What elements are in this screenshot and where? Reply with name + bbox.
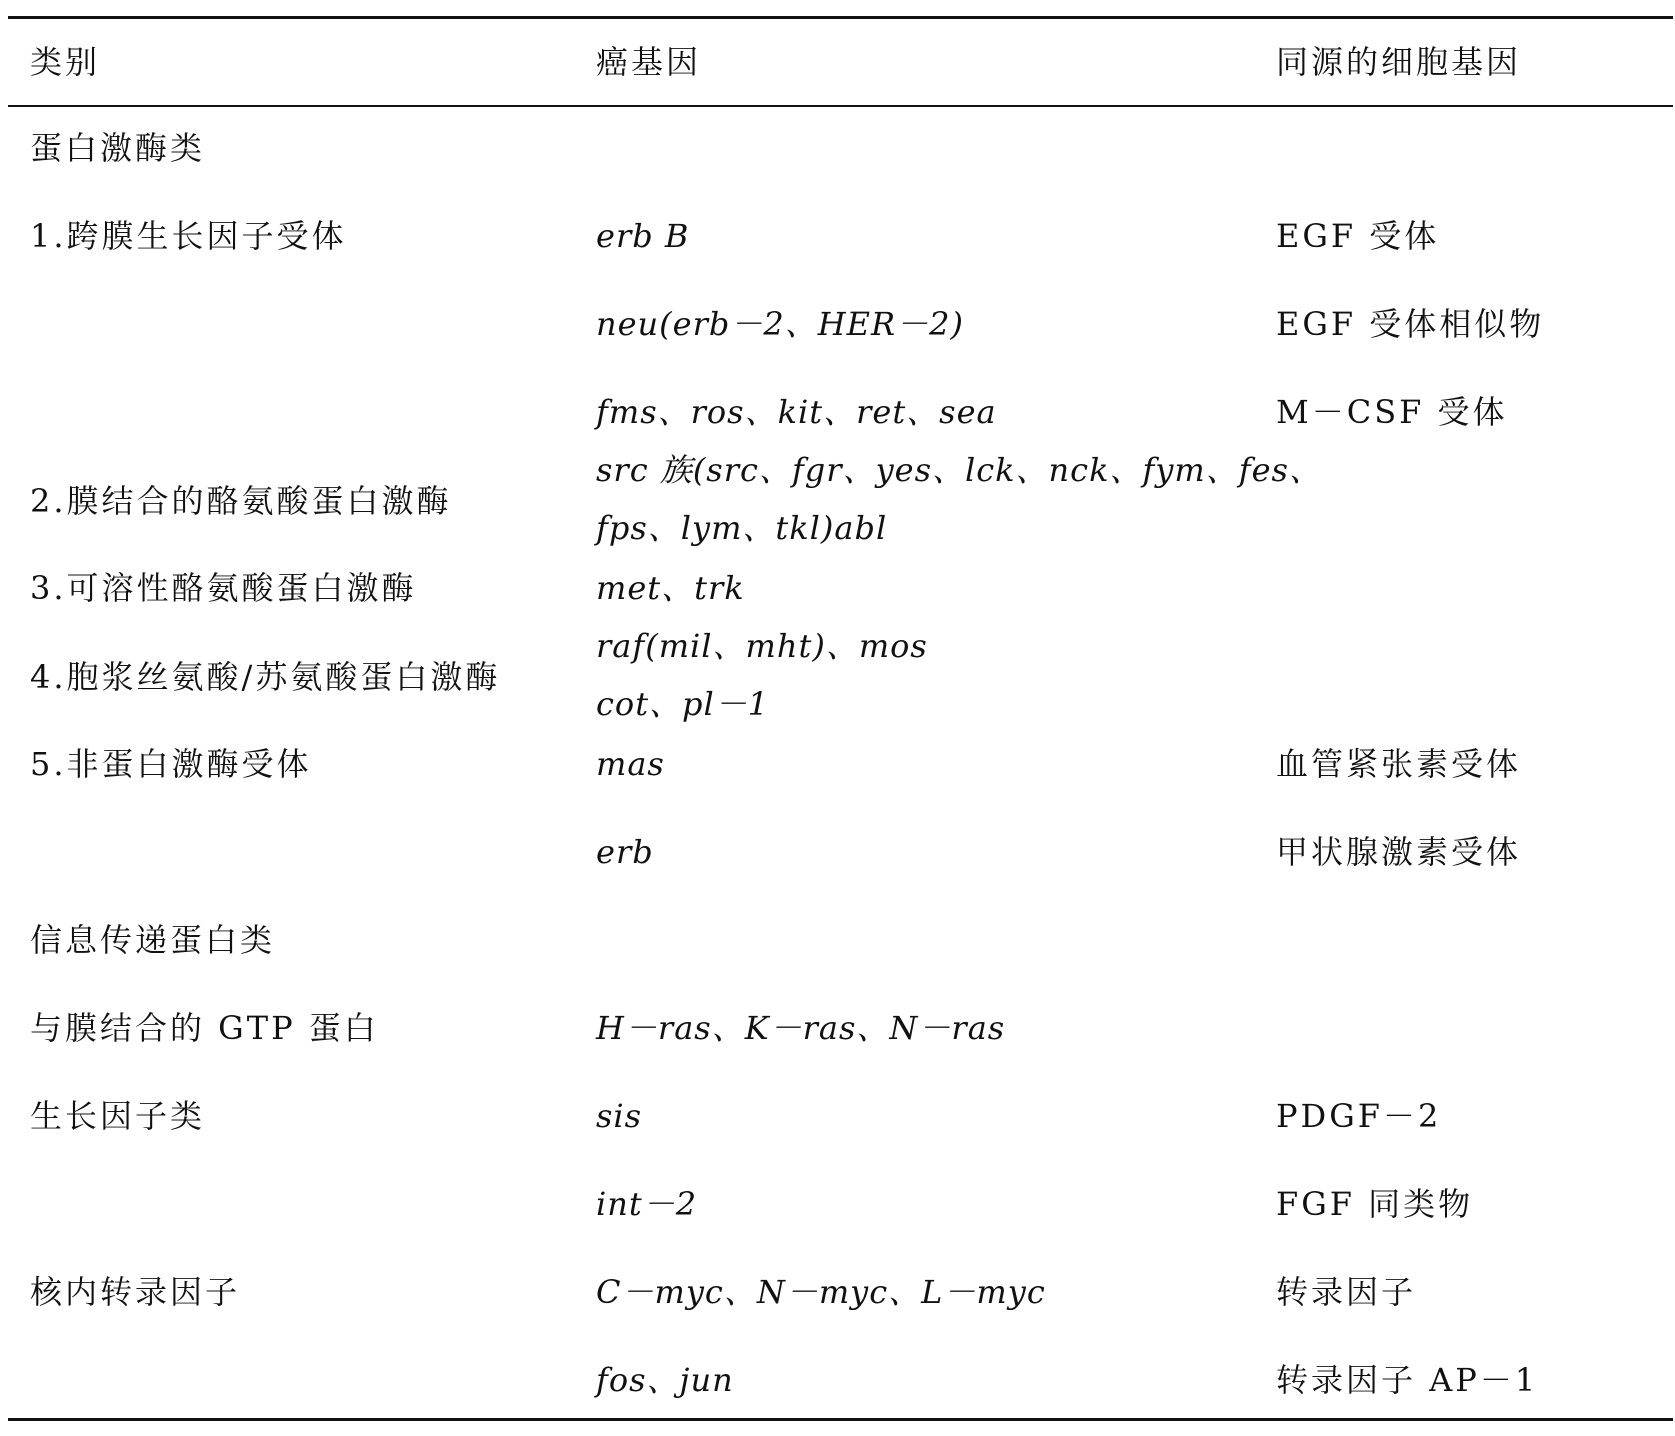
oncogene-line-2: fps、lym、tkl)abl	[596, 509, 888, 547]
header-category: 类别	[30, 43, 101, 81]
header-oncogene: 癌基因	[596, 43, 702, 81]
row-cellular-gene: 甲状腺激素受体	[1276, 833, 1522, 871]
row-category: 与膜结合的 GTP 蛋白	[30, 1009, 379, 1047]
table-row	[0, 1086, 1675, 1146]
row-oncogene: sis	[596, 1097, 643, 1135]
table-bottom-rule	[8, 1418, 1673, 1421]
row-oncogene: mas	[596, 745, 665, 783]
table-row	[0, 910, 1675, 970]
table-row	[0, 1262, 1675, 1322]
row-oncogene: met、trk	[596, 569, 745, 607]
table-row	[0, 294, 1675, 354]
row-oncogene: C－myc、N－myc、L－myc	[596, 1273, 1046, 1311]
row-category: 5.非蛋白激酶受体	[30, 745, 312, 783]
row-cellular-gene: EGF 受体	[1276, 217, 1440, 255]
table-row	[0, 617, 1675, 733]
table-row	[0, 1350, 1675, 1410]
row-oncogene	[596, 441, 1322, 557]
row-oncogene: erb B	[596, 217, 690, 255]
row-cellular-gene: 转录因子 AP－1	[1276, 1361, 1539, 1399]
row-oncogene: erb	[596, 833, 654, 871]
row-category: 1.跨膜生长因子受体	[30, 217, 347, 255]
table-row	[0, 822, 1675, 882]
table-row	[0, 118, 1675, 178]
row-category: 核内转录因子	[30, 1273, 241, 1311]
row-oncogene	[596, 617, 928, 733]
row-cellular-gene: 转录因子	[1276, 1273, 1417, 1311]
row-oncogene: fos、jun	[596, 1361, 734, 1399]
table-top-rule	[8, 16, 1673, 19]
row-cellular-gene: M－CSF 受体	[1276, 393, 1508, 431]
row-category: 4.胞浆丝氨酸/苏氨酸蛋白激酶	[30, 658, 501, 696]
row-oncogene: neu(erb－2、HER－2)	[596, 305, 964, 343]
row-category: 2.膜结合的酪氨酸蛋白激酶	[30, 482, 452, 520]
table-row	[0, 382, 1675, 442]
row-category: 信息传递蛋白类	[30, 921, 276, 959]
table-row	[0, 734, 1675, 794]
oncogene-line-1: raf(mil、mht)、mos	[596, 627, 928, 665]
oncogene-line-1: src 族(src、fgr、yes、lck、nck、fym、fes、	[596, 451, 1322, 489]
table-header-rule	[8, 105, 1673, 107]
table-header	[0, 32, 1675, 92]
row-category: 生长因子类	[30, 1097, 206, 1135]
header-cellular-gene: 同源的细胞基因	[1276, 43, 1522, 81]
row-category: 蛋白激酶类	[30, 129, 206, 167]
row-oncogene: int－2	[596, 1185, 698, 1223]
row-oncogene: fms、ros、kit、ret、sea	[596, 393, 997, 431]
row-oncogene: H－ras、K－ras、N－ras	[596, 1009, 1006, 1047]
table-row	[0, 1174, 1675, 1234]
table-row	[0, 441, 1675, 557]
table-row	[0, 206, 1675, 266]
row-cellular-gene: PDGF－2	[1276, 1097, 1442, 1135]
table-row	[0, 998, 1675, 1058]
row-category: 3.可溶性酪氨酸蛋白激酶	[30, 569, 417, 607]
row-cellular-gene: EGF 受体相似物	[1276, 305, 1545, 343]
row-cellular-gene: 血管紧张素受体	[1276, 745, 1522, 783]
table-row	[0, 558, 1675, 618]
row-cellular-gene: FGF 同类物	[1276, 1185, 1474, 1223]
oncogene-line-2: cot、pl－1	[596, 685, 770, 723]
